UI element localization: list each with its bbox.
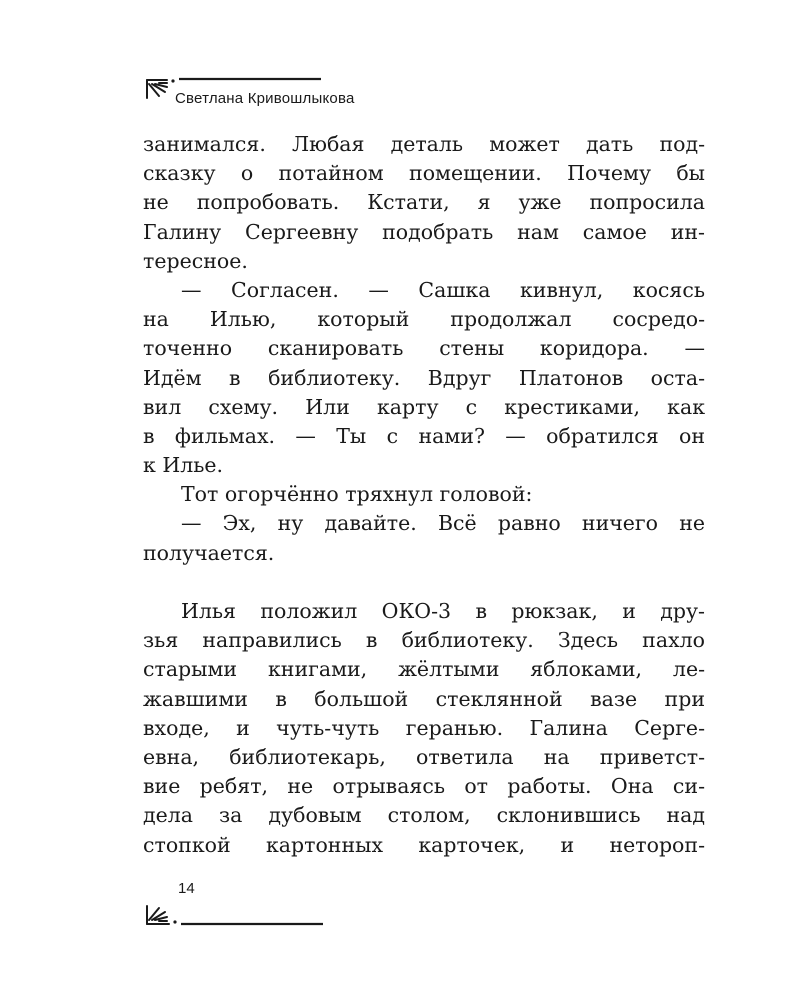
- text-line: не попробовать. Кстати, я уже попросила: [143, 190, 705, 215]
- paragraph-gap: [143, 568, 705, 597]
- text-line: Галину Сергеевну подобрать нам самое ин-: [143, 219, 705, 244]
- text-line: точенно сканировать стены коридора. —: [143, 336, 705, 361]
- text-line: тересное.: [143, 248, 248, 273]
- text-line: старыми книгами, жёлтыми яблоками, ле-: [143, 657, 705, 682]
- text-line: Илья положил ОКО-3 в рюкзак, и дру-: [181, 599, 705, 623]
- text-line: стопкой картонных карточек, и нетороп-: [143, 832, 705, 857]
- text-line: сказку о потайном помещении. Почему бы: [143, 161, 705, 186]
- text-line: жавшими в большой стеклянной вазе при: [143, 686, 705, 711]
- running-header: [145, 72, 405, 112]
- text-line: в фильмах. — Ты с нами? — обратился он: [143, 423, 705, 448]
- page-number: 14: [178, 880, 195, 897]
- author-name: Светлана Кривошлыкова: [175, 90, 355, 107]
- text-line: — Согласен. — Сашка кивнул, косясь: [181, 277, 705, 302]
- text-line: вие ребят, не отрываясь от работы. Она си-: [143, 774, 705, 799]
- text-line: получается.: [143, 540, 275, 565]
- text-line: — Эх, ну давайте. Всё равно ничего не: [181, 511, 705, 536]
- text-line: зья направились в библиотеку. Здесь пахло: [143, 628, 705, 653]
- page-body: [143, 130, 705, 860]
- text-line: вил схему. Или карту с крестиками, как: [143, 394, 705, 419]
- text-line: евна, библиотекарь, ответила на приветст-: [143, 744, 705, 769]
- text-line: Идём в библиотеку. Вдруг Платонов оста-: [143, 365, 705, 390]
- text-line: дела за дубовым столом, склонившись над: [143, 803, 705, 828]
- text-line: занимался. Любая деталь может дать под-: [143, 132, 705, 156]
- text-line: на Илью, который продолжал сосредо-: [143, 307, 705, 332]
- text-line: к Илье.: [143, 453, 224, 478]
- footer-ornament-icon: [145, 904, 335, 928]
- text-line: Тот огорчённо тряхнул головой:: [181, 482, 533, 507]
- running-footer: [145, 880, 345, 930]
- text-line: входе, и чуть-чуть геранью. Галина Серге-: [143, 715, 705, 740]
